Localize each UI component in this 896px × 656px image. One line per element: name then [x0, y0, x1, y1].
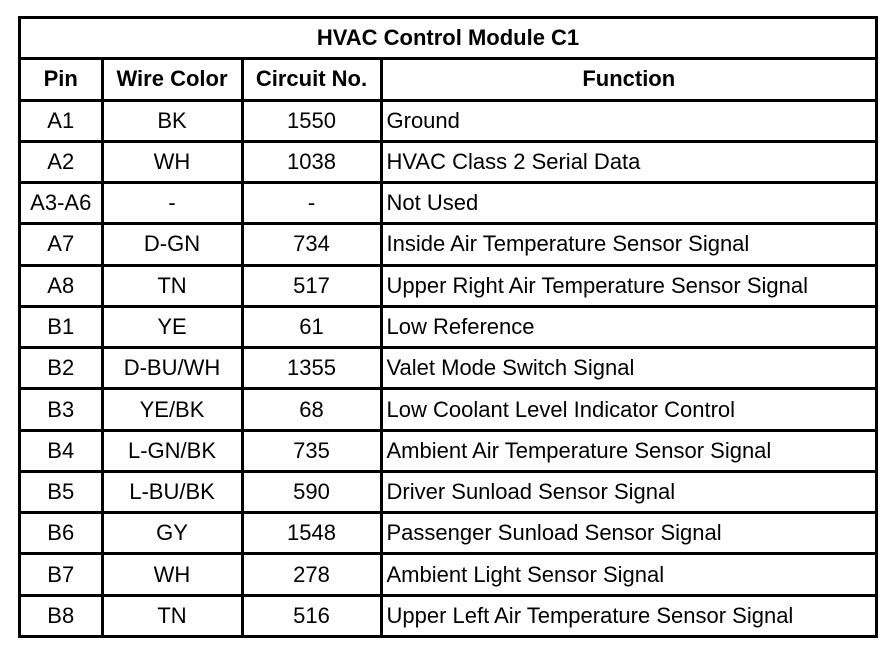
circuit-no-cell: 1355 [242, 348, 381, 389]
wire-color-cell: D-BU/WH [102, 348, 242, 389]
pin-cell: B5 [21, 471, 102, 512]
table-row [21, 471, 875, 512]
wire-color-cell: GY [102, 513, 242, 554]
function-cell: Valet Mode Switch Signal [381, 348, 875, 389]
wire-color-cell: TN [102, 265, 242, 306]
function-cell: HVAC Class 2 Serial Data [381, 141, 875, 182]
pin-cell: B6 [21, 513, 102, 554]
function-cell: Ground [381, 100, 875, 141]
table-title-row [21, 19, 875, 59]
table-row [21, 306, 875, 347]
connector-pinout-table [21, 19, 875, 635]
table-header-row [21, 59, 875, 100]
table-row [21, 100, 875, 141]
function-cell: Low Coolant Level Indicator Control [381, 389, 875, 430]
circuit-no-cell: 68 [242, 389, 381, 430]
header-circuit-no: Circuit No. [242, 59, 381, 100]
circuit-no-cell: 590 [242, 471, 381, 512]
table-row [21, 595, 875, 635]
pin-cell: B2 [21, 348, 102, 389]
wire-color-cell: - [102, 183, 242, 224]
function-cell: Low Reference [381, 306, 875, 347]
pin-cell: A2 [21, 141, 102, 182]
circuit-no-cell: 1550 [242, 100, 381, 141]
function-cell: Not Used [381, 183, 875, 224]
header-wire-color: Wire Color [102, 59, 242, 100]
wire-color-cell: YE/BK [102, 389, 242, 430]
header-pin: Pin [21, 59, 102, 100]
wire-color-cell: TN [102, 595, 242, 635]
table-row [21, 183, 875, 224]
table-row [21, 389, 875, 430]
table-title: HVAC Control Module C1 [21, 19, 875, 59]
header-function: Function [381, 59, 875, 100]
wire-color-cell: WH [102, 141, 242, 182]
pin-cell: B3 [21, 389, 102, 430]
pin-cell: A1 [21, 100, 102, 141]
circuit-no-cell: 1038 [242, 141, 381, 182]
function-cell: Upper Right Air Temperature Sensor Signal [381, 265, 875, 306]
circuit-no-cell: 735 [242, 430, 381, 471]
table-row [21, 141, 875, 182]
pin-cell: B8 [21, 595, 102, 635]
function-cell: Driver Sunload Sensor Signal [381, 471, 875, 512]
circuit-no-cell: 734 [242, 224, 381, 265]
pin-cell: B4 [21, 430, 102, 471]
pin-cell: A3-A6 [21, 183, 102, 224]
circuit-no-cell: 61 [242, 306, 381, 347]
function-cell: Ambient Light Sensor Signal [381, 554, 875, 595]
table-row [21, 430, 875, 471]
function-cell: Inside Air Temperature Sensor Signal [381, 224, 875, 265]
circuit-no-cell: 516 [242, 595, 381, 635]
table-row [21, 513, 875, 554]
function-cell: Ambient Air Temperature Sensor Signal [381, 430, 875, 471]
circuit-no-cell: 517 [242, 265, 381, 306]
wire-color-cell: D-GN [102, 224, 242, 265]
table-row [21, 224, 875, 265]
pin-cell: B7 [21, 554, 102, 595]
wire-color-cell: L-BU/BK [102, 471, 242, 512]
pin-cell: A8 [21, 265, 102, 306]
wire-color-cell: WH [102, 554, 242, 595]
table-row [21, 265, 875, 306]
wire-color-cell: BK [102, 100, 242, 141]
wire-color-cell: L-GN/BK [102, 430, 242, 471]
circuit-no-cell: 278 [242, 554, 381, 595]
circuit-no-cell: 1548 [242, 513, 381, 554]
table-row [21, 348, 875, 389]
function-cell: Upper Left Air Temperature Sensor Signal [381, 595, 875, 635]
pin-cell: B1 [21, 306, 102, 347]
circuit-no-cell: - [242, 183, 381, 224]
connector-table-frame [18, 16, 878, 638]
table-row [21, 554, 875, 595]
function-cell: Passenger Sunload Sensor Signal [381, 513, 875, 554]
wire-color-cell: YE [102, 306, 242, 347]
pin-cell: A7 [21, 224, 102, 265]
